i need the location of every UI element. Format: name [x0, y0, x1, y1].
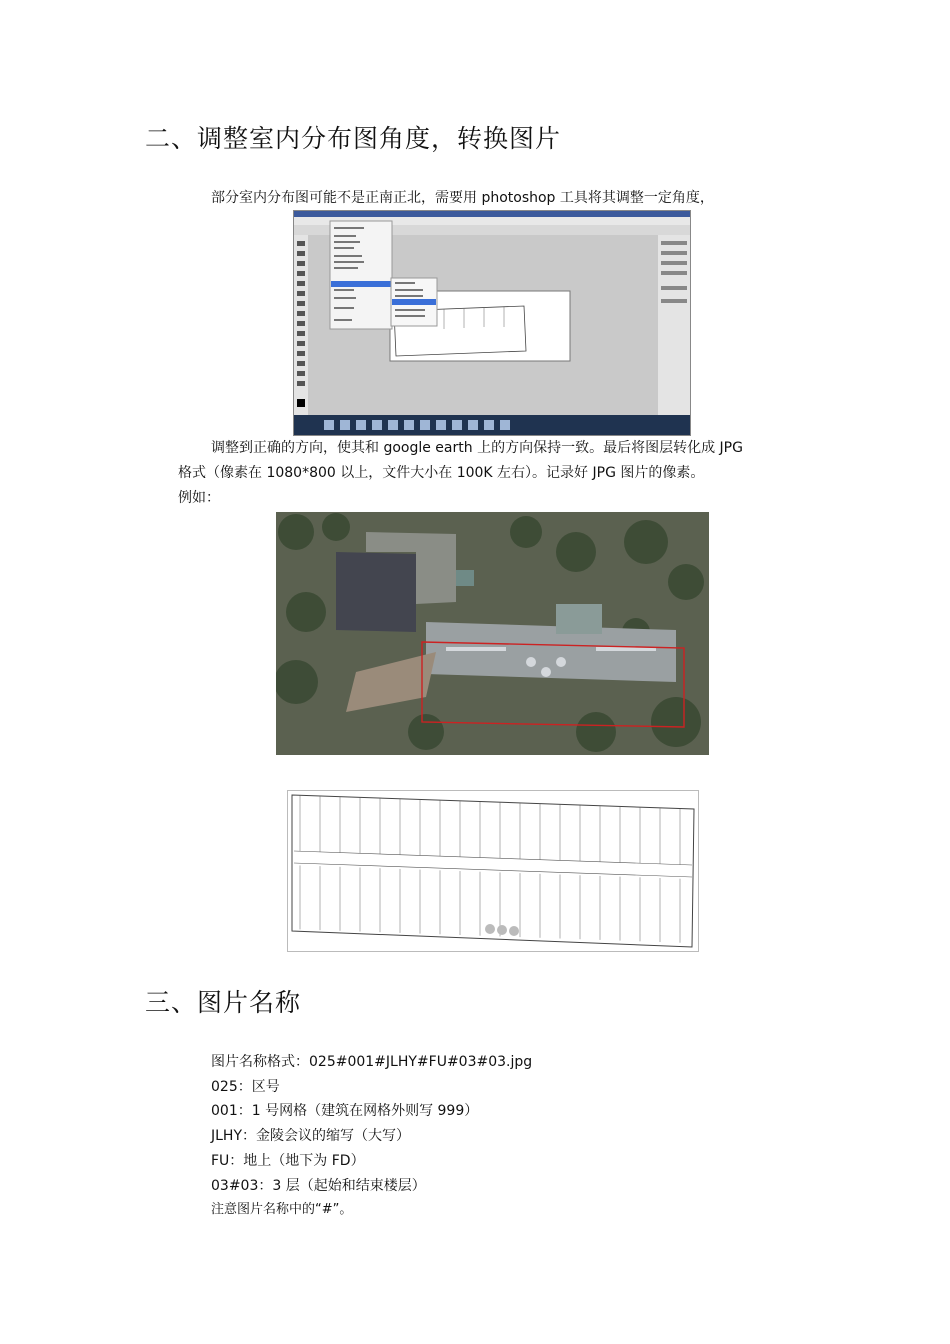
naming-format-list — [211, 1050, 532, 1223]
photoshop-screenshot — [293, 210, 691, 436]
list-item: 图片名称格式：025#001#JLHY#FU#03#03.jpg — [211, 1054, 533, 1070]
section3-heading: 三、图片名称 — [145, 988, 302, 1017]
floor-plan — [287, 790, 699, 952]
list-item: FU：地上（地下为 FD） — [211, 1152, 365, 1169]
section2-heading: 二、调整室内分布图角度，转换图片 — [145, 124, 562, 153]
list-item: 注意图片名称中的“#”。 — [211, 1202, 353, 1218]
list-item: 025：区号 — [211, 1078, 280, 1095]
list-item: 03#03：3 层（起始和结束楼层） — [211, 1177, 426, 1194]
list-item: 001：1 号网格（建筑在网格外则写 999） — [211, 1103, 479, 1120]
satellite-aerial-photo — [276, 512, 709, 755]
section2-paragraph-2-line3: 例如： — [178, 490, 220, 506]
section2-paragraph-2-line1: 调整到正确的方向，使其和 google earth 上的方向保持一致。最后将图层转化成 JPG — [211, 440, 743, 456]
section2-paragraph-1: 部分室内分布图可能不是正南正北，需要用 photoshop 工具将其调整一定角度， — [211, 190, 714, 206]
list-item: JLHY：金陵会议的缩写（大写） — [211, 1128, 411, 1145]
section2-paragraph-2-line2: 格式（像素在 1080*800 以上，文件大小在 100K 左右）。记录好 JPG 图片的像素。 — [178, 465, 705, 481]
